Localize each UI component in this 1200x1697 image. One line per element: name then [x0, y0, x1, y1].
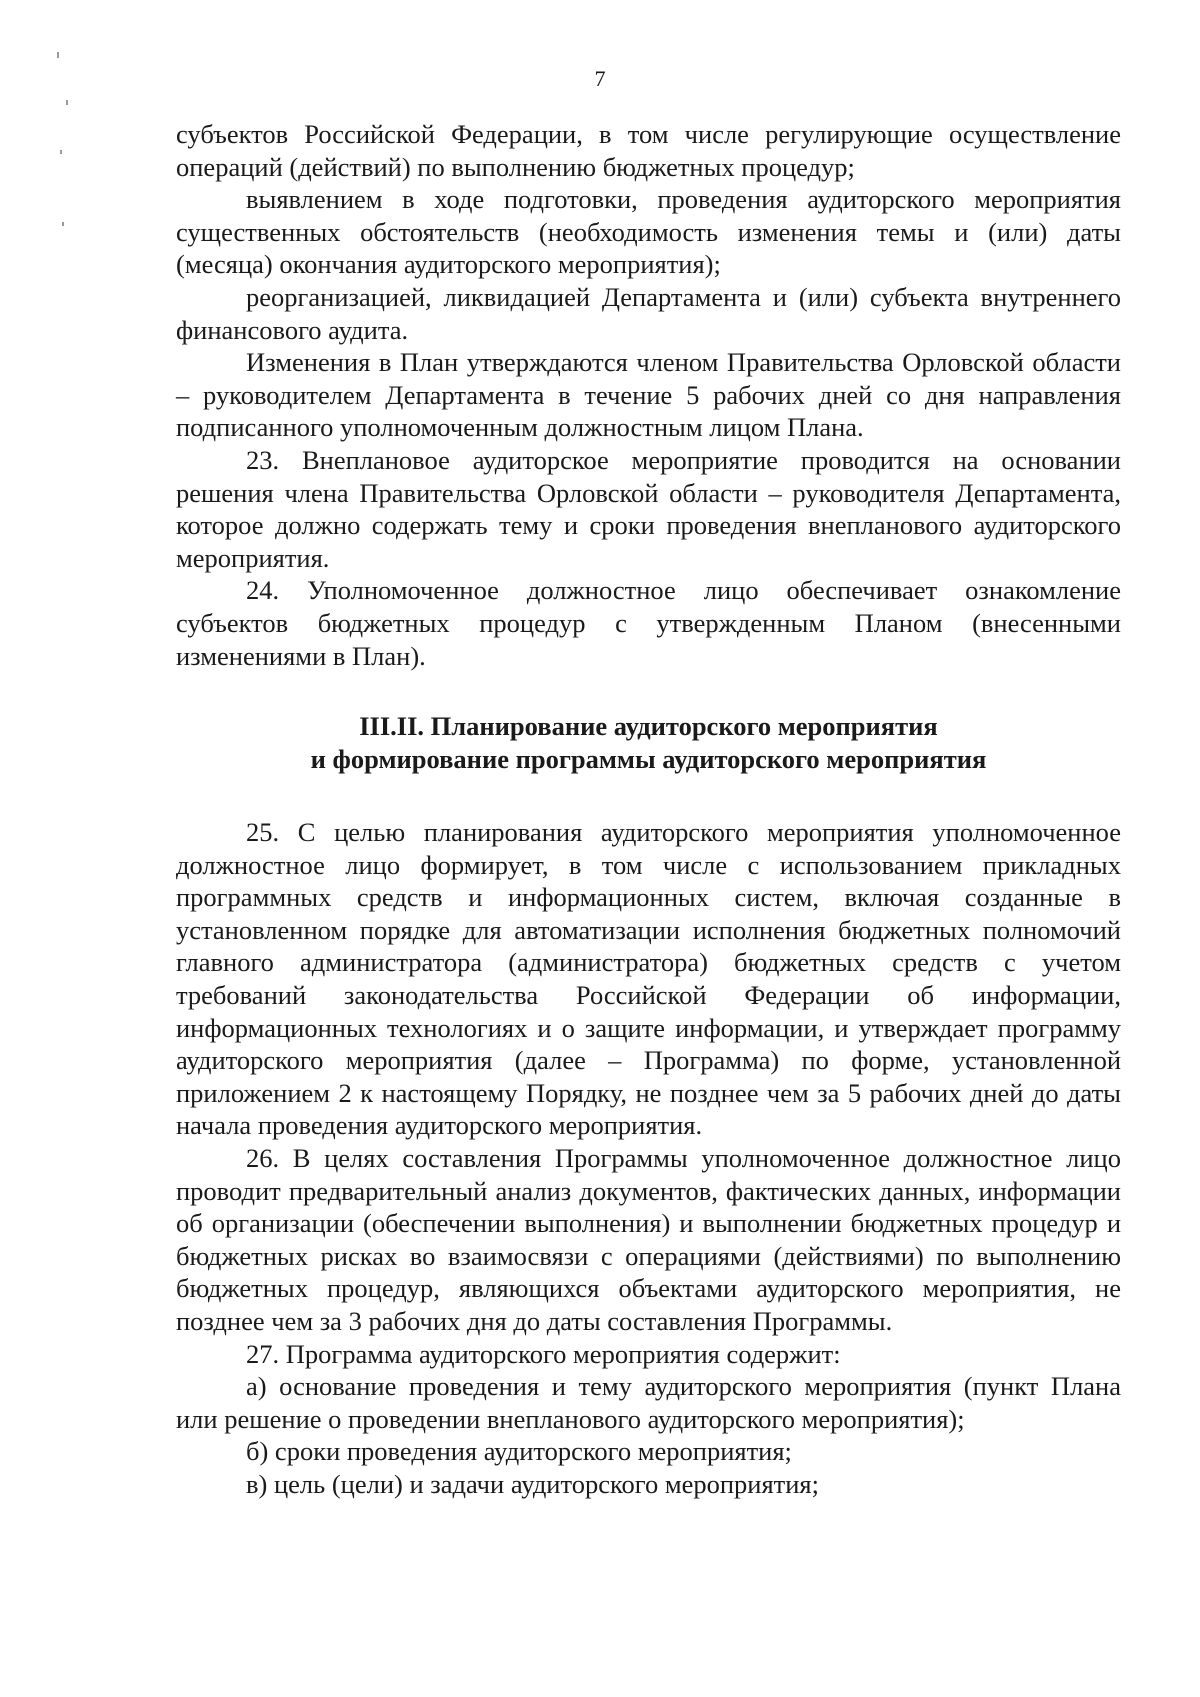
scan-mark-4 [62, 222, 64, 226]
paragraph-p-23: 23. Внеплановое аудиторское мероприятие проводится на основании решения члена Правительства Орловской области – руководителя Департамента, которое должно содержать тему и сроки проведения внепланового аудиторского мероприятия. [176, 444, 1121, 573]
scan-mark-3 [60, 150, 62, 154]
scan-mark-1 [57, 52, 59, 58]
section-heading-line-2: и формирование программы аудиторского мероприятия [310, 744, 987, 775]
document-body [176, 118, 1121, 1501]
paragraph-p-25: 25. С целью планирования аудиторского мероприятия уполномоченное должностное лицо формирует, в том числе с использованием прикладных программных средств и информационных систем, включая созданные в установленном порядке для автоматизации исполнения бюджетных полномочий главного администратора (администратора) бюджетных средств с учетом требований законодательства Российской Федерации об информации, информационных технологиях и о защите информации, и утверждает программу аудиторского мероприятия (далее – Программа) по форме, установленной приложением 2 к настоящему Порядку, не позднее чем за 5 рабочих дней до даты начала проведения аудиторского мероприятия. [176, 817, 1121, 1141]
scan-mark-2 [66, 100, 68, 105]
paragraph-p-27c: в) цель (цели) и задачи аудиторского мероприятия; [246, 1468, 819, 1499]
paragraph-p-27: 27. Программа аудиторского мероприятия содержит: [246, 1338, 841, 1369]
paragraphs-before-heading [176, 118, 1121, 672]
paragraph-p-27a: а) основание проведения и тему аудиторского мероприятия (пункт Плана или решение о проведении внепланового аудиторского мероприятия); [176, 1371, 1121, 1434]
page-number: 7 [594, 66, 606, 91]
paragraph-p-changes: Изменения в План утверждаются членом Правительства Орловской области – руководителем Департамента в течение 5 рабочих дней со дня направления подписанного уполномоченным должностным лицом Плана. [176, 347, 1121, 443]
paragraph-p-cont-2: выявлением в ходе подготовки, проведения аудиторского мероприятия существенных обстоятельств (необходимость изменения темы и (или) даты (месяца) окончания аудиторского мероприятия); [176, 184, 1121, 280]
paragraphs-after-heading [176, 816, 1121, 1500]
paragraph-p-cont-3: реорганизацией, ликвидацией Департамента и (или) субъекта внутреннего финансового аудита. [176, 281, 1121, 345]
paragraph-p-27b: б) сроки проведения аудиторского мероприятия; [246, 1436, 792, 1467]
section-heading [176, 710, 1121, 776]
paragraph-p-26: 26. В целях составления Программы уполномоченное должностное лицо проводит предварительный анализ документов, фактических данных, информации об организации (обеспечении выполнения) и выполнении бюджетных процедур и бюджетных рисках во взаимосвязи с операциями (действиями) по выполнению бюджетных процедур, являющихся объектами аудиторского мероприятия, не позднее чем за 3 рабочих дня до даты составления Программы. [176, 1143, 1121, 1336]
paragraph-p-cont-1: субъектов Российской Федерации, в том числе регулирующие осуществление операций (действий) по выполнению бюджетных процедур; [176, 119, 1121, 182]
section-heading-line-1: III.II. Планирование аудиторского мероприятия [359, 711, 938, 742]
paragraph-p-24: 24. Уполномоченное должностное лицо обеспечивает ознакомление субъектов бюджетных процедур с утвержденным Планом (внесенными изменениями в План). [176, 575, 1121, 671]
